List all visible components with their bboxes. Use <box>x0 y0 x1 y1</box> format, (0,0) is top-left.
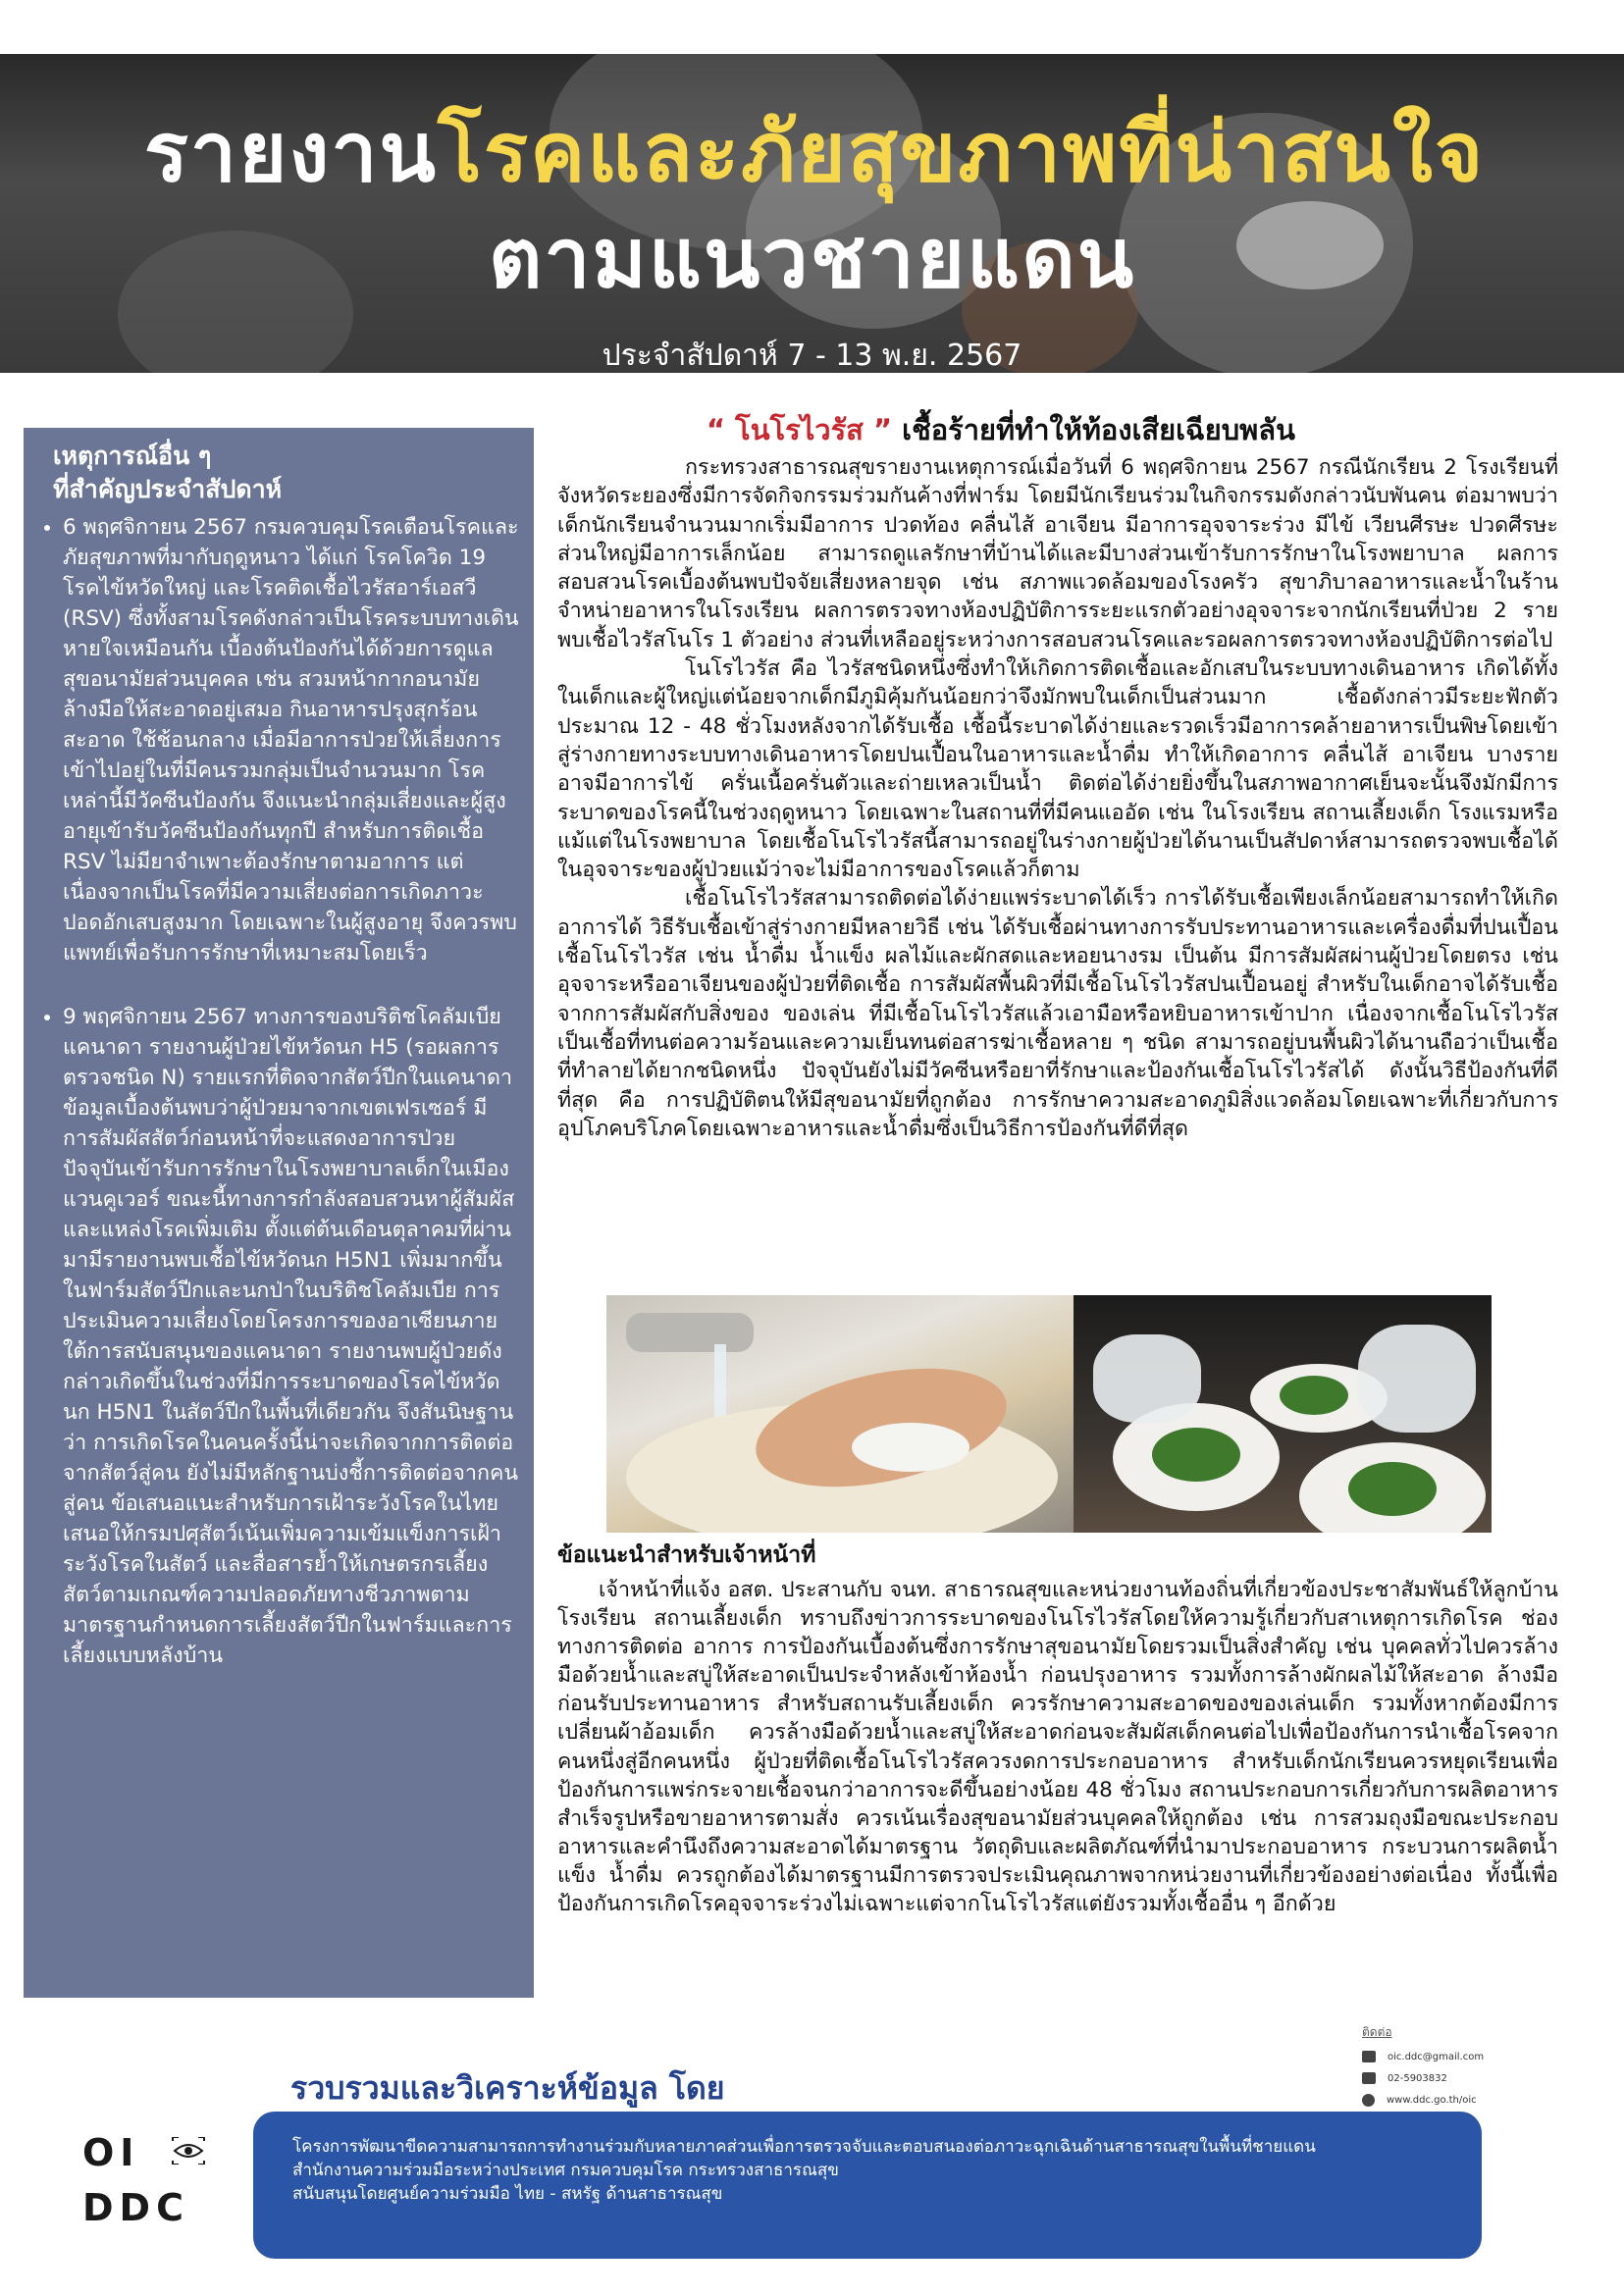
globe-icon <box>1362 2094 1375 2107</box>
banner-title-line2: ตามแนวชายแดน <box>488 210 1136 306</box>
logo-text-oi: OI <box>82 2131 140 2174</box>
banner-title-yellow: โรคและภัยสุขภาพที่น่าสนใจ <box>437 104 1486 200</box>
banner-date: ประจำสัปดาห์ 7 - 13 พ.ย. 2567 <box>602 339 1022 373</box>
contact-phone: 02-5903832 <box>1388 2072 1447 2084</box>
oic-ddc-logo <box>82 2131 220 2249</box>
title-quote-close: ” <box>872 413 893 446</box>
advice-paragraph: เจ้าหน้าที่แจ้ง อสต. ประสานกับ จนท. สาธารณสุขและหน่วยงานท้องถิ่นที่เกี่ยวข้องประชาสัมพันธ์ให้ลูกบ้าน โรงเรียน สถานเลี้ยงเด็ก ทราบถึงข่าวการระบาดของโนโรไวรัสโดยให้ความรู้เกี่ยวกับสาเหตุการเกิดโรค ช่องทางการติดต่อ อาการ การป้องกันเบื้องต้นซึ่งการรักษาสุขอนามัยโดยรวมเป็นสิ่งสำคัญ เช่น บุคคลทั่วไปควรล้างมือด้วยน้ำและสบู่ให้สะอาดเป็นประจำหลังเข้าห้องน้ำ ก่อนปรุงอาหาร รวมทั้งการล้างผักผลไม้ให้สะอาด ล้างมือก่อนรับประทานอาหาร สำหรับสถานรับเลี้ยงเด็ก ควรรักษาความสะอาดของของเล่นเด็ก รวมทั้งหากต้องมีการเปลี่ยนผ้าอ้อมเด็ก ควรล้างมือด้วยน้ำและสบู่ให้สะอาดก่อนจะสัมผัสเด็กคนต่อไปเพื่อป้องกันการนำเชื้อโรคจากคนหนึ่งสู่อีกคนหนึ่ง ผู้ป่วยที่ติดเชื้อโนโรไวรัสควรงดการประกอบอาหาร สำหรับเด็กนักเรียนควรหยุดเรียนเพื่อป้องกันการแพร่กระจายเชื้อจนกว่าอาการจะดีขึ้นอย่างน้อย 48 ชั่วโมง สถานประกอบการเกี่ยวกับการผลิตอาหารสำเร็จรูปหรือขายอาหารตามสั่ง ควรเน้นเรื่องสุขอนามัยส่วนบุคคลให้ถูกต้อง เช่น การสวมถุงมือขณะประกอบอาหารและคำนึงถึงความสะอาดได้มาตรฐาน วัตถุดิบและผลิตภัณฑ์ที่นำมาประกอบอาหาร กระบวนการผลิตน้ำแข็ง น้ำดื่ม ควรถูกต้องได้มาตรฐานมีการตรวจประเมินคุณภาพจากหน่วยงานที่เกี่ยวข้องอย่างต่อเนื่อง ทั้งนี้เพื่อป้องกันการเกิดโรคอุจจาระร่วงไม่เฉพาะแต่จากโนโรไวรัสแต่ยังรวมทั้งเชื้ออื่น ๆ อีกด้วย <box>557 1578 1558 1917</box>
title-rest: เชื้อร้ายที่ทำให้ท้องเสียเฉียบพลัน <box>902 413 1295 446</box>
banner-title <box>69 103 1560 201</box>
sidebar-item: • 6 พฤศจิกายน 2567 กรมควบคุมโรคเตือนโรคและภัยสุขภาพที่มากับฤดูหนาว ได้แก่ โรคโควิด 19 โรคไข้หวัดใหญ่ และโรคติดเชื้อไวรัสอาร์เอสวี (RSV) ซึ่งทั้งสามโรคดังกล่าวเป็นโรคระบบทางเดินหายใจเหมือนกัน เบื้องต้นป้องกันได้ด้วยการดูแลสุขอนามัยส่วนบุคคล เช่น สวมหน้ากากอนามัย ล้างมือให้สะอาดอยู่เสมอ กินอาหารปรุงสุกร้อนสะอาด ใช้ช้อนกลาง เมื่อมีอาการป่วยให้เลี่ยงการเข้าไปอยู่ในที่มีคนรวมกลุ่มเป็นจำนวนมาก โรคเหล่านี้มีวัคซีนป้องกัน จึงแนะนำกลุ่มเสี่ยงและผู้สูงอายุเข้ารับวัคซีนป้องกันทุกปี สำหรับการติดเชื้อ RSV ไม่มียาจำเพาะต้องรักษาตามอาการ แต่เนื่องจากเป็นโรคที่มีความเสี่ยงต่อการเกิดภาวะปอดอักเสบสูงมาก โดยเฉพาะในผู้สูงอายุ จึงควรพบแพทย์เพื่อรับการรักษาที่เหมาะสมโดยเร็ว <box>63 512 520 968</box>
sidebar-item: • 9 พฤศจิกายน 2567 ทางการของบริติชโคลัมเบีย แคนาดา รายงานผู้ป่วยไข้หวัดนก H5 (รอผลการตรวจชนิด N) รายแรกที่ติดจากสัตว์ปีกในแคนาดา ข้อมูลเบื้องต้นพบว่าผู้ป่วยมาจากเขตเฟรเซอร์ มีการสัมผัสสัตว์ก่อนหน้าที่จะแสดงอาการป่วย ปัจจุบันเข้ารับการรักษาในโรงพยาบาลเด็กในเมืองแวนคูเวอร์ ขณะนี้ทางการกำลังสอบสวนหาผู้สัมผัสและแหล่งโรคเพิ่มเติม ตั้งแต่ต้นเดือนตุลาคมที่ผ่านมามีรายงานพบเชื้อไข้หวัดนก H5N1 เพิ่มมากขึ้นในฟาร์มสัตว์ปีกและนกป่าในบริติชโคลัมเบีย การประเมินความเสี่ยงโดยโครงการของอาเซียนภายใต้การสนับสนุนของแคนาดา รายงานพบผู้ป่วยดังกล่าวเกิดขึ้นในช่วงที่มีการระบาดของโรคไข้หวัดนก H5N1 ในสัตว์ปีกในพื้นที่เดียวกัน จึงสันนิษฐานว่า การเกิดโรคในคนครั้งนี้น่าจะเกิดจากการติดต่อจากสัตว์สู่คน ยังไม่มีหลักฐานบ่งชี้การติดต่อจากคนสู่คน ข้อเสนอแนะสำหรับการเฝ้าระวังโรคในไทยเสนอให้กรมปศุสัตว์เน้นเพิ่มความเข้มแข็งการเฝ้าระวังโรคในสัตว์ และสื่อสารย้ำให้เกษตรกรเลี้ยงสัตว์ตามเกณฑ์ความปลอดภัยทางชีวภาพตามมาตรฐานกำหนดการเลี้ยงสัตว์ปีกในฟาร์มและการเลี้ยงแบบหลังบ้าน <box>63 1002 520 1671</box>
mail-icon <box>1362 2051 1376 2062</box>
contact-web[interactable]: www.ddc.go.th/oic <box>1387 2094 1477 2106</box>
footer-line-office: สำนักงานความร่วมมือระหว่างประเทศ กรมควบคุมโรค กระทรวงสาธารณสุข <box>292 2161 839 2180</box>
handwashing-photo <box>606 1295 1074 1533</box>
banner-title-white: รายงาน <box>143 104 438 200</box>
contact-label: ติดต่อ <box>1362 2025 1392 2039</box>
phone-icon <box>1362 2072 1376 2084</box>
footer-line-support: สนับสนุนโดยศูนย์ความร่วมมือ ไทย - สหรัฐ ด้านสาธารณสุข <box>292 2184 723 2204</box>
article-body <box>557 453 1558 1143</box>
footer-line-project: โครงการพัฒนาขีดความสามารถการทำงานร่วมกับหลายภาคส่วนเพื่อการตรวจจับและตอบสนองต่อภาวะฉุกเฉินด้านสาธารณสุขในพื้นที่ชายแดน <box>292 2137 1316 2157</box>
contact-info <box>1362 2023 1578 2111</box>
contact-email[interactable]: oic.ddc@gmail.com <box>1388 2051 1485 2062</box>
sidebar-heading-line2: ที่สำคัญประจำสัปดาห์ <box>53 475 283 503</box>
article-paragraph: โนโรไวรัส คือ ไวรัสชนิดหนึ่งซึ่งทำให้เกิดการติดเชื้อและอักเสบในระบบทางเดินอาหาร เกิดได้ทั้งในเด็กและผู้ใหญ่แต่น้อยจากเด็กมีภูมิคุ้มกันน้อยกว่าจึงมักพบในเด็กเป็นส่วนมาก เชื้อดังกล่าวมีระยะฟักตัวประมาณ 12 - 48 ชั่วโมงหลังจากได้รับเชื้อ เชื้อนี้ระบาดได้ง่ายและรวดเร็วมีอาการคล้ายอาหารเป็นพิษโดยเข้าสู่ร่างกายทางระบบทางเดินอาหารโดยปนเปื้อนในอาหารและน้ำดื่ม ทำให้เกิดอาการ คลื่นไส้ อาเจียน บางรายอาจมีอาการไข้ ครั่นเนื้อครั่นตัวและถ่ายเหลวเป็นน้ำ ติดต่อได้ง่ายยิ่งขึ้นในสภาพอากาศเย็นจะนั้นจึงมักมีการระบาดของโรคนี้ในช่วงฤดูหนาว โดยเฉพาะในสถานที่ที่มีคนแออัด เช่น ในโรงเรียน สถานเลี้ยงเด็ก โรงแรมหรือแม้แต่ในโรงพยาบาล โดยเชื้อโนโรไวรัสนี้สามารถอยู่ในร่างกายผู้ป่วยได้นานเป็นสัปดาห์สามารถตรวจพบเชื้อได้ในอุจจาระของผู้ป่วยแม้ว่าจะไม่มีอาการของโรคแล้วก็ตาม <box>557 656 1558 883</box>
article-paragraph: กระทรวงสาธารณสุขรายงานเหตุการณ์เมื่อวันที่ 6 พฤศจิกายน 2567 กรณีนักเรียน 2 โรงเรียนที่จังหวัดระยองซึ่งมีการจัดกิจกรรมร่วมกันค้างที่ฟาร์ม โดยมีนักเรียนร่วมในกิจกรรมดังกล่าวนับพันคน ต่อมาพบว่าเด็กนักเรียนจำนวนมากเริ่มมีอาการ ปวดท้อง คลื่นไส้ อาเจียน มีอาการอุจจาระร่วง มีไข้ เวียนศีรษะ ปวดศีรษะ ส่วนใหญ่มีอาการเล็กน้อย สามารถดูแลรักษาที่บ้านได้และมีบางส่วนเข้ารับการรักษาในโรงพยาบาล ผลการสอบสวนโรคเบื้องต้นพบปัจจัยเสี่ยงหลายจุด เช่น สภาพแวดล้อมของโรงครัว สุขาภิบาลอาหารและน้ำในร้านจำหน่ายอาหารในโรงเรียน ผลการตรวจทางห้องปฏิบัติการระยะแรกตัวอย่างอุจจาระจากนักเรียนที่ป่วย 2 ราย พบเชื้อไวรัสโนโร 1 ตัวอย่าง ส่วนที่เหลืออยู่ระหว่างการสอบสวนโรคและรอผลการตรวจทางห้องปฏิบัติการต่อไป <box>557 455 1558 652</box>
sidebar-list <box>41 512 520 1671</box>
article-paragraph: เชื้อโนโรไวรัสสามารถติดต่อได้ง่ายแพร่ระบาดได้เร็ว การได้รับเชื้อเพียงเล็กน้อยสามารถทำให้เกิดอาการได้ วิธีรับเชื้อเข้าสู่ร่างกายมีหลายวิธี เช่น ได้รับเชื้อผ่านทางการรับประทานอาหารและเครื่องดื่มที่ปนเปื้อนเชื้อโนโรไวรัส เช่น น้ำดื่ม น้ำแข็ง ผลไม้และผักสดและหอยนางรม เป็นต้น มีการสัมผัสผ่านผู้ป่วยโดยตรง เช่น อุจจาระหรืออาเจียนของผู้ป่วยที่ติดเชื้อ การสัมผัสพื้นผิวที่มีเชื้อโนโรไวรัสปนเปื้อนอยู่ สำหรับในเด็กอาจได้รับเชื้อจากการสัมผัสกับสิ่งของ ของเล่น ที่มีเชื้อโนโรไวรัสแล้วเอามือหรือหยิบอาหารเข้าปาก เนื่องจากเชื้อโนโรไวรัสเป็นเชื้อที่ทนต่อความร้อนและความเย็นทนต่อสารฆ่าเชื้อหลาย ๆ ชนิด สามารถอยู่บนพื้นผิวได้นานถือว่าเป็นเชื้อที่ทำลายได้ยากชนิดหนึ่ง ปัจจุบันยังไม่มีวัคซีนหรือยาที่รักษาและป้องกันเชื้อโนโรไวรัสได้ ดังนั้นวิธีป้องกันที่ดีที่สุด คือ การปฏิบัติตนให้มีสุขอนามัยที่ถูกต้อง การรักษาความสะอาดภูมิสิ่งแวดล้อมโดยเฉพาะที่เกี่ยวกับการอุปโภคบริโภคโดยเฉพาะอาหารและน้ำดื่มซึ่งเป็นวิธีการป้องกันที่ดีที่สุด <box>557 886 1558 1141</box>
eye-icon <box>169 2137 208 2165</box>
footer-banner <box>253 2112 1482 2259</box>
logo-text-ddc: DDC <box>82 2186 189 2229</box>
advice-heading: ข้อแนะนำสำหรับเจ้าหน้าที่ <box>557 1542 816 1568</box>
title-keyword: โนโรไวรัส <box>735 413 864 446</box>
compiled-by-heading: รวบรวมและวิเคราะห์ข้อมูล โดย <box>290 2069 725 2107</box>
sidebar-heading-line1: เหตุการณ์อื่น ๆ <box>53 442 212 470</box>
title-quote-open: “ <box>707 413 726 446</box>
article-title <box>707 412 1590 447</box>
advice-body <box>557 1576 1558 1918</box>
food-preparation-photo <box>1074 1295 1492 1533</box>
header-banner <box>0 54 1624 373</box>
sidebar-heading <box>53 440 520 506</box>
sidebar-other-events <box>24 428 534 1998</box>
